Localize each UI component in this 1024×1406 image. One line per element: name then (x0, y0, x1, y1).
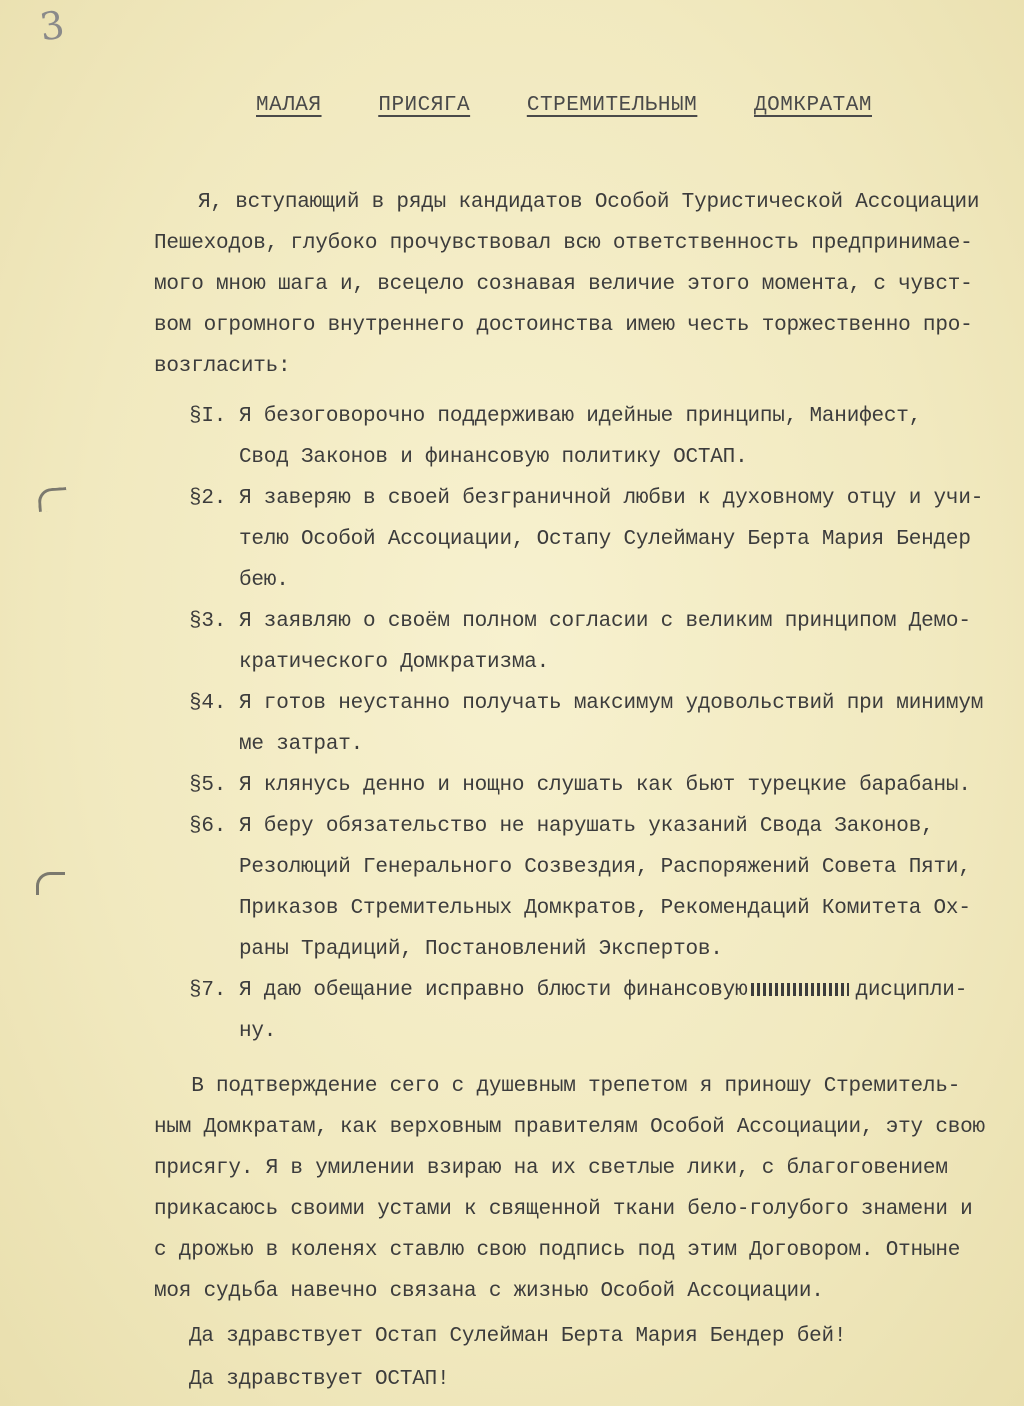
text-line: Приказов Стремительных Домкратов, Рекомендаций Комитета Ох- (239, 897, 971, 920)
text-line: кратического Домкратизма. (239, 651, 550, 674)
title-word: СТРЕМИТЕЛЬНЫМ (526, 94, 698, 117)
text-line: Я безоговорочно поддерживаю идейные принципы, Манифест, (239, 405, 922, 428)
text-line: присягу. Я в умилении взираю на их светлые лики, с благоговением (154, 1157, 948, 1180)
text-line: Я заверяю в своей безграничной любви к духовному отцу и учи- (239, 487, 984, 510)
punch-hole-mark (37, 487, 68, 512)
text-line: возгласить: (154, 355, 291, 378)
clause-number: §6. (189, 815, 227, 838)
title-word: ПРИСЯГА (378, 94, 471, 117)
clauses-list (189, 396, 983, 1052)
text-line: Резолюций Генерального Созвездия, Распоряжений Совета Пяти, (239, 856, 971, 879)
text-line: с дрожью в коленях ставлю свою подпись под этим Договором. Отныне (154, 1239, 961, 1262)
text-line: ным Домкратам, как верховным правителям Особой Ассоциации, эту свою (154, 1116, 985, 1139)
text-line: Да здравствует Остап Сулейман Берта Мария Бендер бей! (189, 1325, 847, 1348)
text-line: Я беру обязательство не нарушать указаний Свода Законов, (239, 815, 934, 838)
text-line: ме затрат. (239, 733, 364, 756)
text-line: Я, вступающий в ряды кандидатов Особой Туристической Ассоциации (198, 191, 980, 214)
text-line: раны Традиций, Постановлений Экспертов. (239, 938, 723, 961)
clause-3 (189, 601, 983, 683)
clause-number: §4. (189, 692, 227, 715)
text-line: телю Особой Ассоциации, Остапу Сулейману Берта Мария Бендер (239, 528, 971, 551)
text-line: Я даю обещание исправно блюсти финансовую (239, 979, 748, 1002)
text-line: дисципли- (855, 979, 968, 1002)
text-line: прикасаюсь своими устами к священной ткани бело-голубого знамени и (154, 1198, 973, 1221)
text-line: Я заявляю о своём полном согласии с великим принципом Демо- (239, 610, 971, 633)
clause-5 (189, 765, 983, 806)
intro-paragraph (154, 182, 979, 387)
clause-number: §I. (189, 405, 227, 428)
text-line: Я готов неустанно получать максимум удовольствий при минимум (239, 692, 984, 715)
title-word: МАЛАЯ (256, 94, 322, 117)
text-line: моя судьба навечно связана с жизнью Особой Ассоциации. (154, 1280, 824, 1303)
clause-1 (189, 396, 983, 478)
text-line: Свод Законов и финансовую политику ОСТАП. (239, 446, 748, 469)
text-line: мого мною шага и, всецело сознавая величие этого момента, с чувст- (154, 273, 973, 296)
page-number: 3 (37, 2, 68, 50)
clause-2 (189, 478, 983, 601)
clause-number: §2. (189, 487, 227, 510)
clause-number: §3. (189, 610, 227, 633)
punch-hole-mark (36, 872, 65, 895)
text-line: Пешеходов, глубоко прочувствовал всю ответственность предпринимае- (154, 232, 973, 255)
clause-number: §5. (189, 774, 227, 797)
text-line: ну. (239, 1020, 277, 1043)
text-line: бею. (239, 569, 289, 592)
title-word: ДОМКРАТАМ (754, 94, 872, 117)
struck-out-word (751, 983, 849, 996)
text-line: В подтверждение сего с душевным трепетом я приношу Стремитель- (154, 1075, 961, 1098)
text-line: Я клянусь денно и нощно слушать как бьют турецкие барабаны. (239, 774, 971, 797)
closing-paragraph (154, 1066, 985, 1312)
cheers-block (189, 1316, 846, 1402)
clause-4 (189, 683, 983, 765)
clause-6 (189, 806, 983, 970)
clause-7 (189, 970, 983, 1052)
clause-number: §7. (189, 979, 227, 1002)
text-line: Да здравствует ОСТАП! (189, 1368, 450, 1391)
text-line: вом огромного внутреннего достоинства имею честь торжественно про- (154, 314, 973, 337)
document-title (256, 94, 872, 117)
